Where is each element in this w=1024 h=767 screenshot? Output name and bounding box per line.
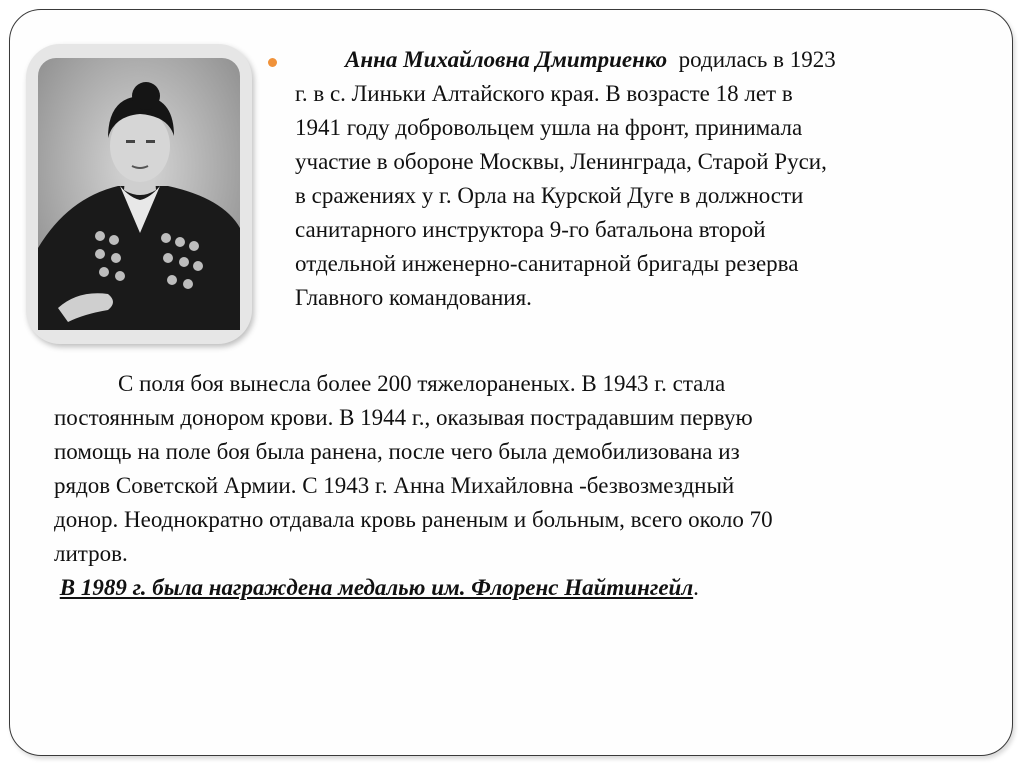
biography-intro xyxy=(295,43,975,315)
bullet-point-icon xyxy=(268,58,277,67)
award-text: В 1989 г. была награждена медалью им. Флоренс Найтингейл xyxy=(59,575,694,600)
bio-line: донор. Неоднократно отдавала кровь раненым и больным, всего около 70 xyxy=(54,507,773,532)
person-name: Анна Михайловна Дмитриенко xyxy=(345,47,668,72)
bio-line: санитарного инструктора 9-го батальона второй xyxy=(295,217,766,242)
biography-continued xyxy=(54,367,974,605)
bio-line: в сражениях у г. Орла на Курской Дуге в должности xyxy=(295,183,804,208)
bio-line: г. в с. Линьки Алтайского края. В возрасте 18 лет в xyxy=(295,81,793,106)
award-line: В 1989 г. была награждена медалью им. Флоренс Найтингейл. xyxy=(59,575,699,600)
bio-line: 1941 году добровольцем ушла на фронт, принимала xyxy=(295,115,803,140)
portrait-photo xyxy=(26,44,252,344)
bio-line: помощь на поле боя была ранена, после чего была демобилизована из xyxy=(54,439,740,464)
portrait-image xyxy=(38,58,240,330)
bio-line: отдельной инженерно-санитарной бригады резерва xyxy=(295,251,799,276)
bio-line: Анна Михайловна Дмитриенко родилась в 1923 xyxy=(345,47,836,72)
bio-line: постоянным донором крови. В 1944 г., оказывая пострадавшим первую xyxy=(54,405,753,430)
bio-line: участие в обороне Москвы, Ленинграда, Старой Руси, xyxy=(295,149,827,174)
bio-line: литров. xyxy=(54,541,128,566)
bio-line: Главного командования. xyxy=(295,285,532,310)
bio-line: рядов Советской Армии. С 1943 г. Анна Михайловна -безвозмездный xyxy=(54,473,735,498)
bio-line: С поля боя вынесла более 200 тяжелораненых. В 1943 г. стала xyxy=(118,371,726,396)
